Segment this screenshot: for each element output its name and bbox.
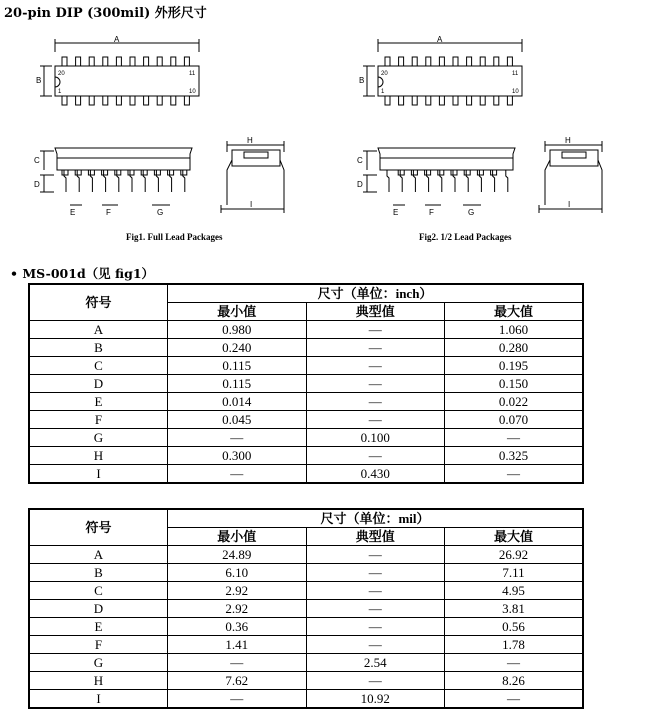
cell-typ: — [306,357,445,375]
pin [385,57,390,66]
table-row [29,465,583,484]
pin [76,96,81,105]
label-h: H [247,136,253,145]
table-row [29,429,583,447]
table-row [29,447,583,465]
symbol-header: 符号 [29,509,168,546]
cell-max: 26.92 [445,546,584,564]
cell-min: 0.014 [168,393,307,411]
pin [143,170,145,192]
pin [480,96,485,105]
pin [507,96,512,105]
pin [506,170,508,192]
fig2-caption: Fig2. 1/2 Lead Packages [419,232,512,242]
cell-max: 1.060 [445,321,584,339]
pin [494,57,499,66]
min-header: 最小值 [168,303,307,321]
pin [170,170,172,192]
end-view [221,141,284,213]
cell-min: 0.36 [168,618,307,636]
cell-typ: — [306,321,445,339]
pin [399,96,404,105]
table-row [29,690,583,709]
pin [426,96,431,105]
pin-shoulder [181,170,187,175]
cell-symbol: C [29,357,168,375]
label-c: C [357,156,363,165]
cell-typ: — [306,339,445,357]
table-row [29,654,583,672]
pin-20-label: 20 [58,71,65,77]
cell-max: 0.195 [445,357,584,375]
cell-symbol: F [29,411,168,429]
cell-max: 7.11 [445,564,584,582]
pin [439,96,444,105]
pin-shoulder [491,170,497,175]
pin [64,170,66,192]
side-pin-row [387,170,508,192]
label-h: H [565,136,571,145]
pin-10-label: 10 [512,89,519,95]
pin [171,57,176,66]
cell-typ: 2.54 [306,654,445,672]
cell-typ: — [306,582,445,600]
cell-max: 8.26 [445,672,584,690]
table-row [29,321,583,339]
table-row [29,618,583,636]
dimension-table-inch [28,283,584,484]
pin [130,57,135,66]
label-e: E [70,208,76,217]
cell-max: — [445,654,584,672]
pin-shoulder [168,170,174,175]
end-view [539,141,602,213]
pin [387,170,389,192]
pin-shoulder [425,170,431,175]
table-row [29,375,583,393]
pin [62,57,67,66]
cell-typ: — [306,546,445,564]
pin-shoulder [464,170,470,175]
pin [427,170,429,192]
pin [183,170,185,192]
cell-max: — [445,465,584,484]
pin [130,96,135,105]
cell-min: 0.980 [168,321,307,339]
pin [77,170,79,192]
pin [412,57,417,66]
cell-symbol: C [29,582,168,600]
cell-typ: — [306,375,445,393]
pin [89,96,94,105]
cell-max: 1.78 [445,636,584,654]
label-d: D [34,180,40,189]
pin [493,170,495,192]
label-a: A [437,35,443,44]
pin [440,170,442,192]
pin-shoulder [128,170,134,175]
table-row [29,411,583,429]
pin [439,57,444,66]
bottom-pin-row [62,96,189,105]
pin-shoulder [102,170,108,175]
table-row [29,357,583,375]
cell-min: — [168,654,307,672]
table-row [29,339,583,357]
cell-min: 0.115 [168,357,307,375]
cell-min: 2.92 [168,600,307,618]
table-row [29,393,583,411]
cell-min: — [168,690,307,709]
label-g: G [157,208,164,217]
cell-symbol: G [29,654,168,672]
cell-min: 0.045 [168,411,307,429]
label-e: E [393,208,399,217]
fig1-caption: Fig1. Full Lead Packages [126,232,223,242]
pin-shoulder [154,170,160,175]
section-title: • MS-001d（见 fig1） [10,266,155,281]
cell-typ: — [306,393,445,411]
cell-max: 0.150 [445,375,584,393]
pin [104,170,106,192]
pin [157,57,162,66]
page-title: 20-pin DIP (300mil) 外形尺寸 [4,6,207,21]
pin [156,170,158,192]
pin [507,57,512,66]
pin [103,96,108,105]
pin-1-label: 1 [58,89,62,95]
pin [400,170,402,192]
pin [157,96,162,105]
label-f: F [429,208,434,217]
table-row [29,600,583,618]
cell-min: 0.300 [168,447,307,465]
pin [89,57,94,66]
table-row [29,546,583,564]
max-header: 最大值 [445,528,584,546]
pin [467,96,472,105]
cell-symbol: E [29,618,168,636]
cell-symbol: A [29,321,168,339]
cell-max: 0.070 [445,411,584,429]
label-a: A [114,35,120,44]
pin [467,57,472,66]
cell-symbol: A [29,546,168,564]
half-lead-drawing [345,30,615,220]
cell-max: 4.95 [445,582,584,600]
table-row [29,672,583,690]
pin-shoulder [398,170,404,175]
cell-symbol: E [29,393,168,411]
table-row [29,564,583,582]
top-pin-row [62,57,189,66]
pin [171,96,176,105]
cell-symbol: F [29,636,168,654]
typ-header: 典型值 [306,528,445,546]
cell-typ: — [306,564,445,582]
cell-typ: — [306,618,445,636]
cell-typ: 10.92 [306,690,445,709]
pin [90,170,92,192]
cell-typ: — [306,447,445,465]
label-b: B [359,76,365,85]
pin [62,96,67,105]
cell-min: 0.240 [168,339,307,357]
cell-symbol: B [29,339,168,357]
pin [184,57,189,66]
pin-shoulder [141,170,147,175]
bottom-pin-row [385,96,512,105]
cell-symbol: H [29,447,168,465]
label-d: D [357,180,363,189]
dimension-header: 尺寸（单位：inch） [168,284,584,303]
full-lead-drawing [22,30,292,220]
pin [479,170,481,192]
side-view [363,148,515,205]
label-f: F [106,208,111,217]
cell-max: — [445,429,584,447]
label-c: C [34,156,40,165]
label-i: I [250,200,253,209]
cell-min: 0.115 [168,375,307,393]
pin-shoulder [438,170,444,175]
cell-typ: — [306,672,445,690]
top-pin-row [385,57,512,66]
cell-typ: — [306,411,445,429]
cell-min: 6.10 [168,564,307,582]
pin [103,57,108,66]
pin [117,170,119,192]
cell-min: — [168,429,307,447]
pin [466,170,468,192]
pin-10-label: 10 [189,89,196,95]
pin [426,57,431,66]
pin [144,57,149,66]
table-row [29,582,583,600]
pin-shoulder [88,170,94,175]
figure-full-lead-package [22,30,292,242]
pin [116,96,121,105]
cell-max: 0.022 [445,393,584,411]
cell-min: 7.62 [168,672,307,690]
side-view [40,148,192,205]
pin [412,96,417,105]
cell-symbol: I [29,690,168,709]
cell-typ: — [306,600,445,618]
pin [184,96,189,105]
pin [453,57,458,66]
dimension-header: 尺寸（单位：mil） [168,509,584,528]
pin [413,170,415,192]
cell-max: 0.325 [445,447,584,465]
typ-header: 典型值 [306,303,445,321]
cell-symbol: B [29,564,168,582]
pin-20-label: 20 [381,71,388,77]
label-b: B [36,76,42,85]
pin [130,170,132,192]
pin [399,57,404,66]
pin-11-label: 11 [189,71,196,77]
cell-typ: — [306,636,445,654]
cell-min: 1.41 [168,636,307,654]
cell-symbol: H [29,672,168,690]
label-i: I [568,200,571,209]
min-header: 最小值 [168,528,307,546]
pin [144,96,149,105]
pin [480,57,485,66]
label-g: G [468,208,475,217]
cell-symbol: G [29,429,168,447]
cell-symbol: D [29,375,168,393]
cell-symbol: I [29,465,168,484]
side-pin-row [62,170,187,192]
symbol-header: 符号 [29,284,168,321]
cell-max: 0.56 [445,618,584,636]
pin [385,96,390,105]
pin-shoulder [477,170,483,175]
pin [76,57,81,66]
pin-shoulder [451,170,457,175]
cell-max: 3.81 [445,600,584,618]
pin-1-label: 1 [381,89,385,95]
cell-min: 2.92 [168,582,307,600]
cell-symbol: D [29,600,168,618]
pin-shoulder [75,170,81,175]
cell-max: — [445,690,584,709]
table-row [29,636,583,654]
max-header: 最大值 [445,303,584,321]
cell-typ: 0.100 [306,429,445,447]
pin-11-label: 11 [512,71,519,77]
dimension-table-mil [28,508,584,709]
cell-min: 24.89 [168,546,307,564]
pin-shoulder [411,170,417,175]
figure-half-lead-package [345,30,615,242]
pin [453,96,458,105]
cell-max: 0.280 [445,339,584,357]
cell-typ: 0.430 [306,465,445,484]
cell-min: — [168,465,307,484]
pin [494,96,499,105]
pin-shoulder [62,170,68,175]
pin [116,57,121,66]
pin [453,170,455,192]
pin-shoulder [115,170,121,175]
